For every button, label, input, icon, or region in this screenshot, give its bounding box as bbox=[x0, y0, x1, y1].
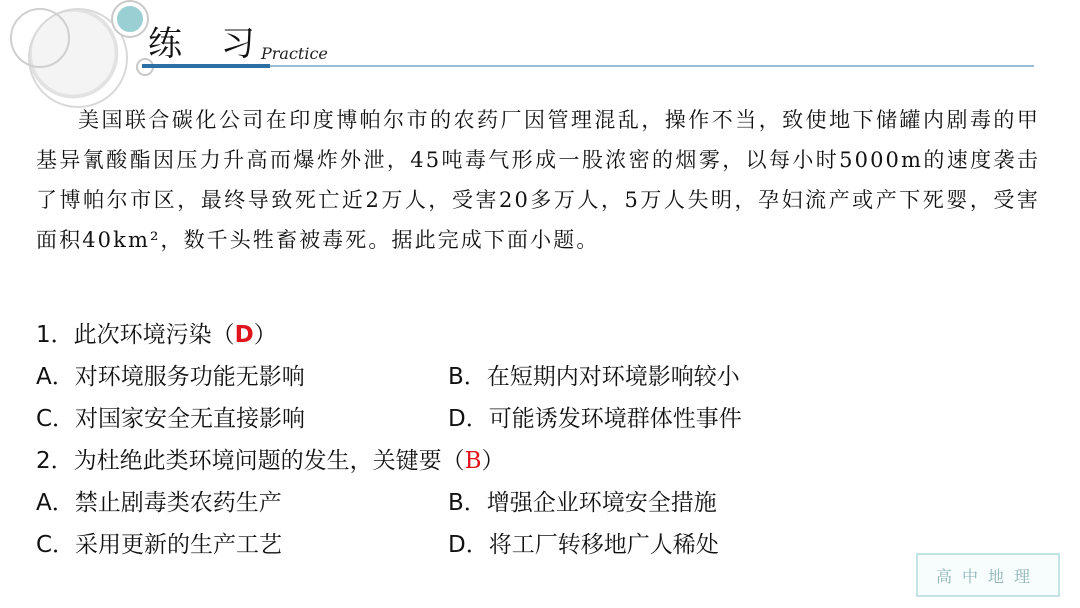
question-2-stem-text: 2．为杜绝此类环境问题的发生，关键要（ bbox=[36, 448, 465, 474]
question-2-stem-close: ） bbox=[481, 448, 505, 474]
question-2-answer: B bbox=[464, 448, 482, 474]
title-underline bbox=[270, 65, 1034, 67]
question-2-option-c: C．采用更新的生产工艺 bbox=[36, 532, 283, 558]
question-1-option-a: A．对环境服务功能无影响 bbox=[36, 364, 305, 390]
question-1-stem-text: 1．此次环境污染（ bbox=[36, 322, 235, 348]
reading-passage: 美国联合碳化公司在印度博帕尔市的农药厂因管理混乱，操作不当，致使地下储罐内剧毒的甲基异氰酸酯因压力升高而爆炸外泄，45吨毒气形成一股浓密的烟雾，以每小时5000m的速度袭击了博帕尔市区，最终导致死亡近2万人，受害20多万人，5万人失明，孕妇流产或产下死婴，受害面积40km²，数千头牲畜被毒死。据此完成下面小题。 bbox=[36, 108, 1040, 252]
question-1-option-b: B．在短期内对环境影响较小 bbox=[448, 364, 740, 390]
question-1-stem bbox=[36, 316, 277, 349]
question-2-option-d: D．将工厂转移地广人稀处 bbox=[448, 532, 719, 558]
page-title: 练 习 bbox=[148, 24, 269, 64]
question-1-stem-close: ） bbox=[253, 322, 277, 348]
decorative-circle-outline bbox=[10, 8, 70, 68]
question-2-option-a: A．禁止剧毒类农药生产 bbox=[36, 490, 282, 516]
question-2-stem bbox=[36, 442, 505, 475]
decorative-circle-teal bbox=[113, 2, 147, 36]
question-1-answer: D bbox=[234, 322, 254, 348]
title-underline-accent bbox=[142, 64, 270, 68]
question-1-option-d: D．可能诱发环境群体性事件 bbox=[448, 406, 742, 432]
question-1-option-c: C．对国家安全无直接影响 bbox=[36, 406, 306, 432]
page-subtitle: Practice bbox=[261, 44, 328, 63]
question-2-option-b: B．增强企业环境安全措施 bbox=[448, 490, 717, 516]
watermark-logo: 高中地理 bbox=[916, 553, 1060, 597]
